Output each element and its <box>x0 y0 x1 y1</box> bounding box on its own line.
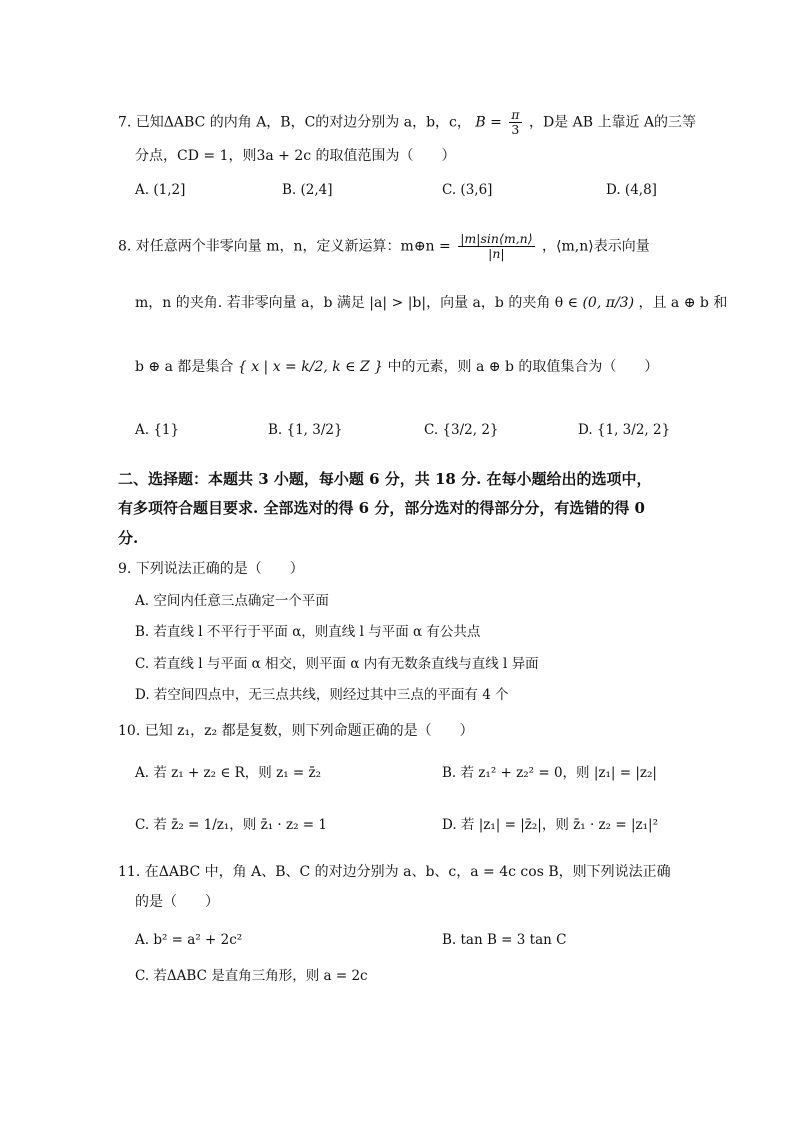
q10-stem: 10. 已知 z₁，z₂ 都是复数，则下列命题正确的是（ ） <box>118 723 474 739</box>
q8-text-pre: 8. 对任意两个非零向量 m，n，定义新运算：m⊕n = <box>118 238 451 255</box>
q9-stem: 9. 下列说法正确的是（ ） <box>118 561 304 577</box>
q7-B-eq: B = <box>475 114 502 131</box>
q7-option-a: A. (1,2] <box>135 182 186 198</box>
q11-option-b: B. tan B = 3 tan C <box>442 932 567 948</box>
q7-option-d: D. (4,8] <box>606 182 657 198</box>
q8-set: { x | x = k/2, k ∈ Z } <box>237 359 384 375</box>
section2-heading-line1: 二、选择题：本题共 3 小题，每小题 6 分，共 18 分. 在每小题给出的选项中， <box>118 470 652 488</box>
q8-option-a: A. {1} <box>135 422 180 438</box>
q8-line3 <box>135 357 658 377</box>
q8-line2-post: ，且 a ⊕ b 和 <box>638 295 728 311</box>
q10-option-c: C. 若 z̄₂ = 1/z₁，则 z̄₁ · z₂ = 1 <box>135 817 327 833</box>
q10-option-b: B. 若 z₁² + z₂² = 0，则 |z₁| = |z₂| <box>442 765 657 781</box>
q7-frac-num: π <box>511 107 520 122</box>
q8-interval: (0, π/3) <box>582 295 635 311</box>
q8-line3-post: 中的元素，则 a ⊕ b 的取值集合为（ ） <box>387 359 659 375</box>
q8-line1 <box>118 232 650 261</box>
q8-option-b: B. {1, 3/2} <box>268 422 343 438</box>
q8-text-post: ，⟨m,n⟩表示向量 <box>542 238 650 255</box>
q7-line2: 分点，CD = 1，则3a + 2c 的取值范围为（ ） <box>135 148 456 164</box>
q7-frac-den: 3 <box>511 122 520 137</box>
q8-option-c: C. {3/2, 2} <box>424 422 499 438</box>
q9-option-c: C. 若直线 l 与平面 α 相交，则平面 α 内有无数条直线与直线 l 异面 <box>135 656 539 672</box>
q11-option-c: C. 若ΔABC 是直角三角形，则 a = 2c <box>135 968 368 984</box>
q8-def-fraction <box>458 232 534 261</box>
q11-line2: 的是（ ） <box>135 894 219 910</box>
q8-line2 <box>135 293 727 313</box>
q7-text-pre: 7. 已知ΔABC 的内角 A，B，C的对边分别为 a，b，c， <box>118 114 471 131</box>
q7-line1 <box>118 108 696 137</box>
q9-option-b: B. 若直线 l 不平行于平面 α，则直线 l 与平面 α 有公共点 <box>135 624 481 640</box>
section2-heading-line3: 分. <box>118 529 139 547</box>
q8-option-d: D. {1, 3/2, 2} <box>578 422 671 438</box>
q7-option-b: B. (2,4] <box>282 182 333 198</box>
q8-line2-pre: m，n 的夹角. 若非零向量 a，b 满足 |a| > |b|，向量 a，b 的夹角 θ ∈ <box>135 295 579 311</box>
q10-option-d: D. 若 |z₁| = |z̄₂|，则 z̄₁ · z₂ = |z₁|² <box>442 817 658 833</box>
q7-text-post: ，D是 AB 上靠近 A的三等 <box>528 114 697 131</box>
q7-option-c: C. (3,6] <box>442 182 493 198</box>
q9-option-d: D. 若空间四点中，无三点共线，则经过其中三点的平面有 4 个 <box>135 687 509 703</box>
q8-line3-pre: b ⊕ a 都是集合 <box>135 359 234 375</box>
q7-fraction <box>509 108 521 137</box>
q10-option-a: A. 若 z₁ + z₂ ∈ R，则 z₁ = z̄₂ <box>135 765 322 781</box>
section2-heading-line2: 有多项符合题目要求. 全部选对的得 6 分，部分选对的得部分分，有选错的得 0 <box>118 499 645 517</box>
q11-option-a: A. b² = a² + 2c² <box>135 932 243 948</box>
q9-option-a: A. 空间内任意三点确定一个平面 <box>135 593 329 609</box>
q11-line1: 11. 在ΔABC 中，角 A、B、C 的对边分别为 a、b、c，a = 4c cos B，则下列说法正确 <box>118 864 671 880</box>
q8-def-den: |n| <box>488 246 505 261</box>
q8-def-num: |m|sin⟨m,n⟩ <box>460 231 533 246</box>
